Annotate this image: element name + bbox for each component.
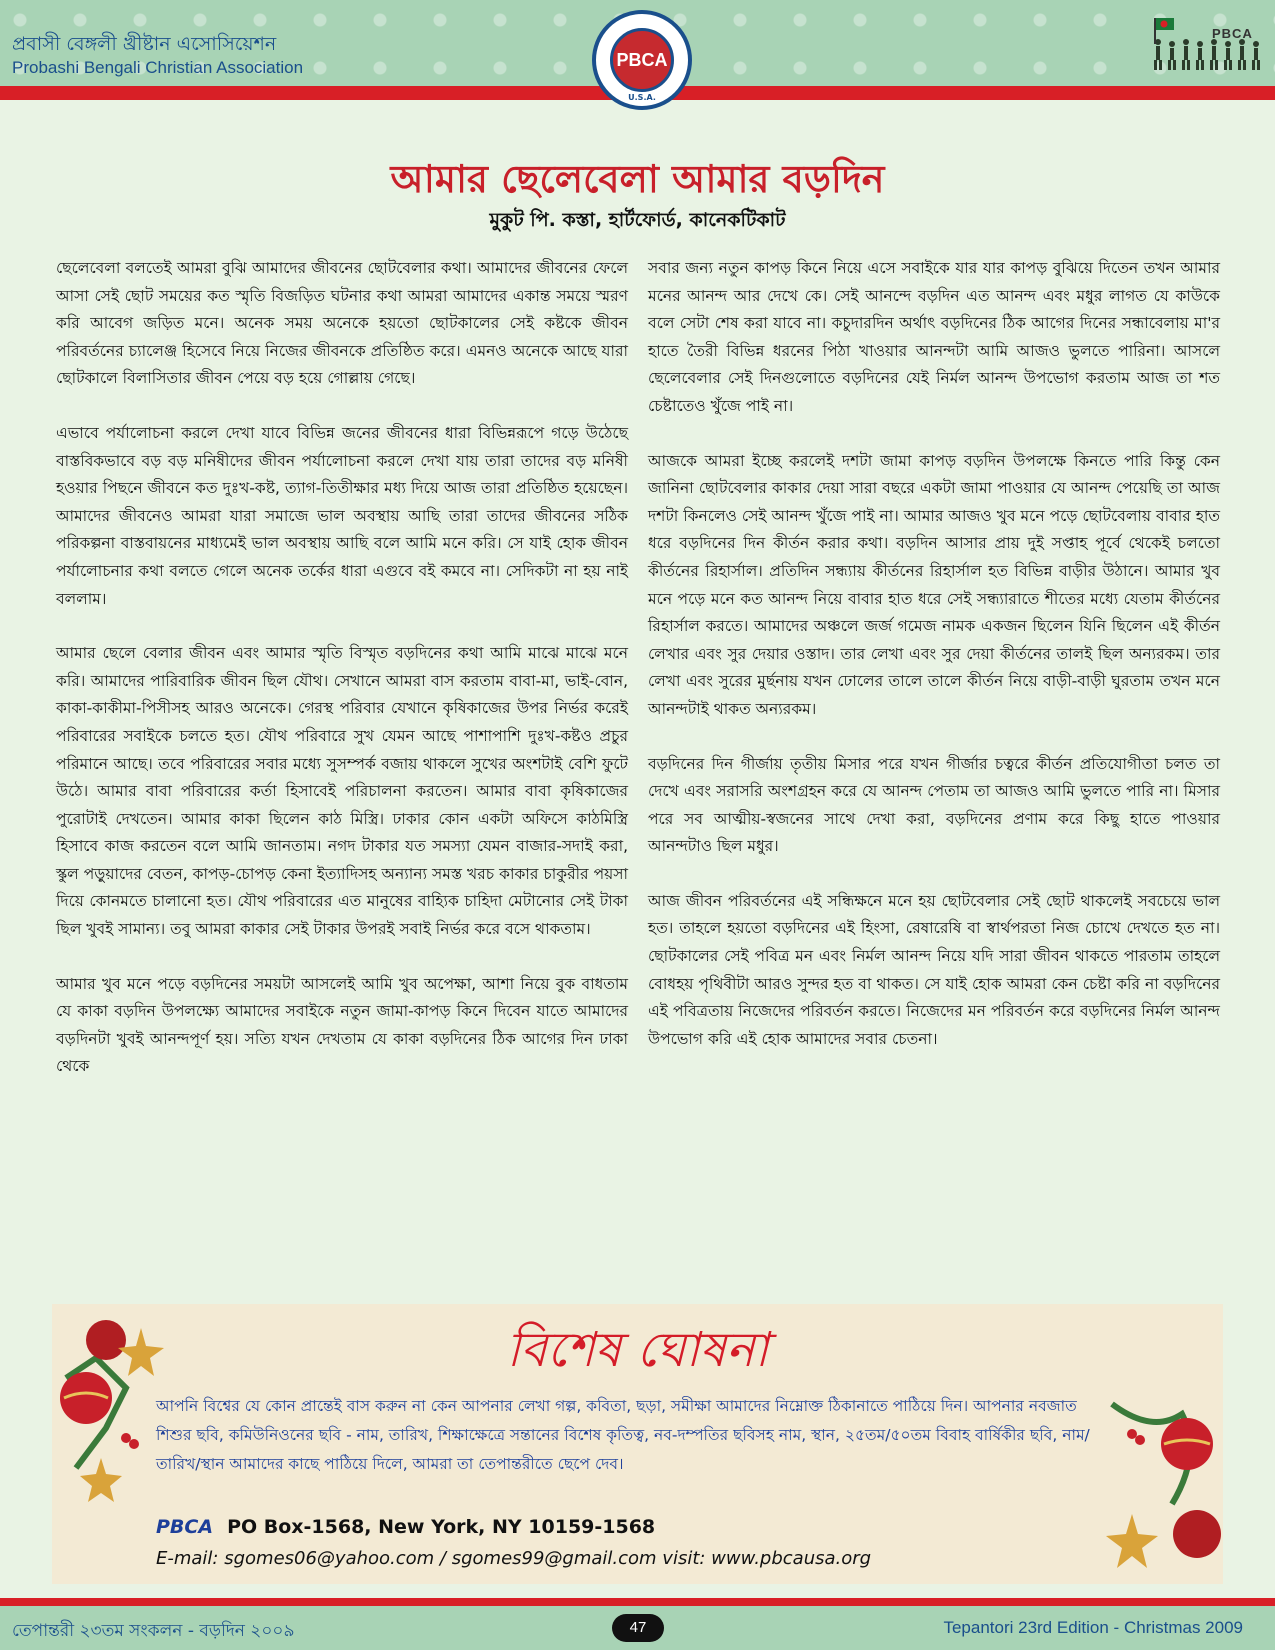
paragraph: এভাবে পর্যালোচনা করলে দেখা যাবে বিভিন্ন জনের জীবনের ধারা বিভিন্নরূপে গড়ে উঠেছে বাস্তবিকভাবে বড় বড় মনিষীদের জীবন পর্যালোচনা করলে দেখা যায় তারা তাদের বড় মনিষী হওয়ার পিছনে জীবনে কত দুঃখ-কষ্ট, ত্যাগ-তিতীক্ষার মধ্য দিয়ে আজ তারা প্রতিষ্ঠিত হয়েছেন। আমাদের জীবনেও আমরা যারা সমাজে ভাল অবস্থায় আছি তারা তাদের জীবনের সঠিক পরিকল্পনা বাস্তবায়নের মাধ্যমেই ভাল অবস্থায় আছি বলে আমি মনে করি। সে যাই হোক জীবন পর্যালোচনার কথা বলতে গেলে অনেক তর্কের ধারা এগুবে বই কমবে না। সেদিকটা না হয় নাই বললাম। xyxy=(56,423,628,608)
paragraph: আমার খুব মনে পড়ে বড়দিনের সময়টা আসলেই আমি খুব অপেক্ষা, আশা নিয়ে বুক বাধতাম যে কাকা বড়দিন উপলক্ষ্যে আমাদের সবাইকে নতুন জামা-কাপড় কিনে দিবেন যাতে আমাদের বড়দিনটা খুবই আনন্দপূর্ণ হয়। সত্যি যখন দেখতাম যে কাকা বড়দিনের ঠিক আগের দিন ঢাকা থেকে xyxy=(56,974,628,1076)
footer-edition-bengali: তেপান্তরী ২৩তম সংকলন - বড়দিন ২০০৯ xyxy=(12,1621,295,1641)
footer-red-band xyxy=(0,1598,1275,1606)
paragraph: আমার ছেলে বেলার জীবন এবং আমার স্মৃতি বিস্মৃত বড়দিনের কথা আমি মাঝে মাঝে মনে করি। আমাদের পারিবারিক জীবন ছিল যৌথ। সেখানে আমরা বাস করতাম বাবা-মা, ভাই-বোন, কাকা-কাকীমা-পিসীসহ আরও অনেকে। গেরস্থ পরিবার যেখানে কৃষিকাজের উপর নির্ভর করেই পরিবারের সবাইকে চলতে হত। যৌথ পরিবারে সুখ যেমন আছে পাশাপাশি দুঃখ-কষ্টও প্রচুর পরিমানে আছে। তবে পরিবারের সবার মধ্যে সুসম্পর্ক বজায় থাকলে সুখের অংশটাই বেশি ফুটে উঠে। আমার বাবা পরিবারের কর্তা হিসাবেই পরিচালনা করতেন। আমার বাবা কৃষিকাজের পুরোটাই দেখতেন। আমার কাকা ছিলেন কাঠ মিস্ত্রি। ঢাকার কোন একটা অফিসে কাঠমিস্ত্রি হিসাবে কাজ করতেন বলে আমি জানতাম। নগদ টাকার যত সমস্যা যেমন বাজার-সদাই করা, স্কুল পড়ুয়াদের বেতন, কাপড়-চোপড় কেনা ইত্যাদিসহ অন্যান্য সমস্ত খরচ কাকার চাকুরীর পয়সা দিয়ে কোনমতে চালানো হত। যৌথ পরিবারের এত মানুষের বাহ্যিক চাহিদা মেটানোর সেই টাকা ছিল খুবই সামান্য। তবু আমরা কাকার সেই টাকার উপরই সবাই নির্ভর করে বসে থাকতাম। xyxy=(56,644,628,939)
org-name-bengali: প্রবাসী বেঙ্গলী খ্রীষ্টান এসোসিয়েশন xyxy=(12,33,277,55)
notice-body: আপনি বিশ্বের যে কোন প্রান্তেই বাস করুন না কেন আপনার লেখা গল্প, কবিতা, ছড়া, সমীক্ষা আমাদের নিম্নোক্ত ঠিকানাতে পাঠিয়ে দিন। আপনার নবজাত শিশুর ছবি, কমিউনিওনের ছবি - নাম, তারিখ, শিক্ষাক্ষেত্রে সন্তানের বিশেষ কৃতিত্ব, নব-দম্পতির ছবিসহ নাম, স্থান, ২৫তম/৫০তম বিবাহ বার্ষিকীর ছবি, নাম/তারিখ/স্থান আমাদের কাছে পাঠিয়ে দিলে, আমরা তা তেপান্তরীতে ছেপে দেব। xyxy=(156,1397,1090,1473)
pbca-logo xyxy=(592,10,692,110)
marching-people-logo xyxy=(1148,14,1268,80)
article-title: আমার ছেলেবেলা আমার বড়দিন xyxy=(390,156,885,201)
logo-text: PBCA xyxy=(610,28,674,92)
page-number: 47 xyxy=(612,1614,664,1642)
paragraph: সবার জন্য নতুন কাপড় কিনে নিয়ে এসে সবাইকে যার যার কাপড় বুঝিয়ে দিতেন তখন আমার মনের আনন্দ আর দেখে কে। সেই আনন্দে বড়দিন এত আনন্দ এবং মধুর লাগত যে কাউকে বলে সেটা শেষ করা যাবে না। কচুদারদিন অর্থাৎ বড়দিনের ঠিক আগের দিনের সন্ধাবেলায় মা'র হাতে তৈরী বিভিন্ন ধরনের পিঠা খাওয়ার আনন্দটা আমি আজও ভুলতে পারিনা। আসলে ছেলেবেলার সেই দিনগুলোতে বড়দিনের যেই নির্মল আনন্দ উপভোগ করতাম আজ তা শত চেষ্টাতেও খুঁজে পাই না। xyxy=(648,259,1220,415)
article-column-left xyxy=(56,255,628,1108)
christmas-ornament-right-icon xyxy=(1092,1374,1222,1584)
paragraph: বড়দিনের দিন গীর্জায় তৃতীয় মিসার পরে যখন গীর্জার চত্বরে কীর্তন প্রতিযোগীতা চলত তা দেখে এবং সরাসরি অংশগ্রহন করে যে আনন্দ পেতাম তা আজও আমি ভুলতে পারি না। মিসার পরে সব আত্মীয়-স্বজনের সাথে দেখা করা, বড়দিনের প্রণাম করে কিছু হাতে পাওয়ার আনন্দটাও ছিল মধুর। xyxy=(648,754,1220,856)
notice-address xyxy=(156,1516,655,1538)
org-name-english: Probashi Bengali Christian Association xyxy=(12,58,304,77)
article-author: মুকুট পি. কস্তা, হার্টফোর্ড, কানেকটিকাট xyxy=(489,209,786,231)
notice-contact: E-mail: sgomes06@yahoo.com / sgomes99@gmail.com visit: www.pbcausa.org xyxy=(156,1548,872,1569)
corner-pbca-text: PBCA xyxy=(1212,26,1253,41)
paragraph: আজ জীবন পরিবর্তনের এই সন্ধিক্ষনে মনে হয় ছোটবেলার সেই ছোট থাকলেই সবচেয়ে ভাল হত। তাহলে হয়তো বড়দিনের এই হিংসা, রেষারেষি বা স্বার্থপরতা নিজ চোখে দেখতে হত না। ছোটকালের সেই পবিত্র মন এবং নির্মল আনন্দ নিয়ে যদি সারা জীবন থাকতে পারতাম তাহলে বোধহয় পৃথিবীটা আরও সুন্দর হত বা থাকত। সে যাই হোক আমরা কেন চেষ্টা করি না বড়দিনের এই পবিত্রতায় নিজেদের পরিবর্তন করতে। নিজেদের মন পরিবর্তন করে বড়দিনের নির্মল আনন্দ উপভোগ করি এই হোক আমাদের সবার চেতনা। xyxy=(648,891,1220,1048)
logo-country: U.S.A. xyxy=(628,93,656,102)
notice-org: PBCA xyxy=(156,1516,214,1538)
paragraph: আজকে আমরা ইচ্ছে করলেই দশটা জামা কাপড় বড়দিন উপলক্ষে কিনতে পারি কিন্তু কেন জানিনা ছোটবেলার কাকার দেয়া সারা বছরে একটা জামা পাওয়ার যে আনন্দ পেয়েছি তা আজ দশটা কিনলেও সেই আনন্দ খুঁজে পাই না। আমার আজও খুব মনে পড়ে ছোটবেলায় বাবার হাত ধরে বড়দিনের দিন কীর্তন করার কথা। বড়দিন আসার প্রায় দুই সপ্তাহ পূর্বে থেকেই চলতো কীর্তনের রিহার্সাল। প্রতিদিন সন্ধ্যায় কীর্তনের রিহার্সাল হত বিভিন্ন বাড়ীর উঠানে। আমার খুব মনে পড়ে মনে কত আনন্দ নিয়ে বাবার হাত ধরে সেই সন্ধ্যারাতে শীতের মধ্যে যেতাম কীর্তনের রিহার্সাল করতে। আমাদের অঞ্চলে জর্জ গমেজ নামক একজন ছিলেন যিনি ছিলেন এই কীর্তন লেখার এবং সুর দেয়ার ওস্তাদ। তার লেখা এবং সুর দেয়া কীর্তনের তালই ছিল অন্যরকম। তার লেখা এবং সুরের মুর্ছনায় যখন ঢোলের তালে তালে কীর্তন নিয়ে বাড়ী-বাড়ী ঘুরতাম তখন মনে আনন্দটাই থাকত অন্যরকম। xyxy=(648,451,1220,718)
postal-address: PO Box-1568, New York, NY 10159-1568 xyxy=(227,1516,656,1538)
paragraph: ছেলেবেলা বলতেই আমরা বুঝি আমাদের জীবনের ছোটবেলার কথা। আমাদের জীবনের ফেলে আসা সেই ছোট সময়ের কত স্মৃতি বিজড়িত ঘটনার কথা আমরা আমাদের একান্ত সময়ে স্মরণ করি আবেগ জড়িত মনে। অনেক সময় অনেকে হয়তো ছোটকালের সেই কষ্টকে জীবন পরিবর্তনের চ্যালেঞ্জ হিসেবে নিয়ে নিজের জীবনকে প্রতিষ্ঠিত করে। এমনও অনেকে আছে যারা ছোটকালে বিলাসিতার জীবন পেয়ে বড় হয়ে গোল্লায় গেছে। xyxy=(56,259,628,388)
footer-edition-english: Tepantori 23rd Edition - Christmas 2009 xyxy=(943,1618,1243,1637)
notice-title: বিশেষ ঘোষনা xyxy=(506,1322,769,1378)
article-column-right xyxy=(648,255,1220,1080)
page-footer xyxy=(0,1606,1275,1650)
special-notice-box xyxy=(52,1304,1223,1584)
